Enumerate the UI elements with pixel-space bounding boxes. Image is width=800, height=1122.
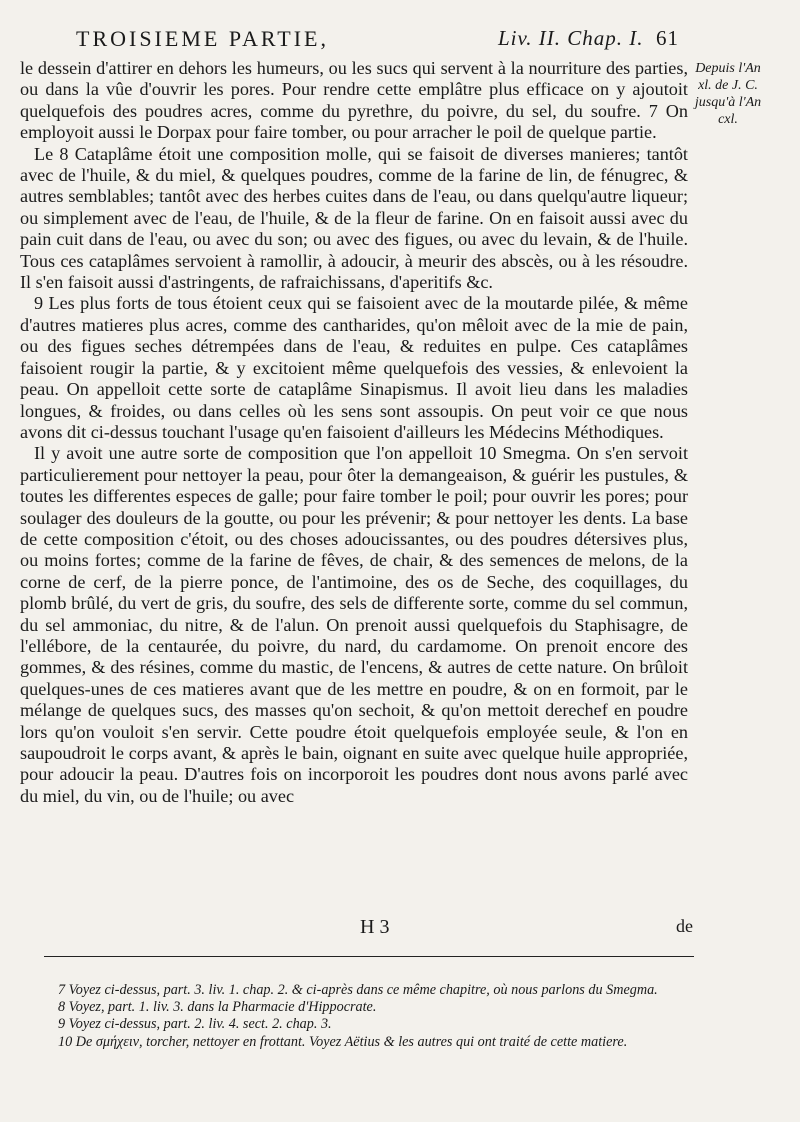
footnote-10: 10 De σμήχειν, torcher, nettoyer en frottant. Voyez Aëtius & les autres qui ont traité de cette matiere. [58, 1033, 628, 1050]
paragraph-1: le dessein d'attirer en dehors les humeurs, ou les sucs qui servent à la nourriture des parties, ou dans la vûe d'ouvrir les pores. Pour rendre cette emplâtre plus efficace on y ajoutoit quelquefois des poudres acres, comme du pyrethre, du poivre, du sel, du soufre. 7 On employoit aussi le Dorpax pour faire tomber, ou pour arracher le poil de quelque partie. [20, 58, 688, 143]
running-head-title: TROISIEME PARTIE, [76, 26, 329, 51]
running-head [36, 26, 696, 56]
footnote-7: 7 Voyez ci-dessus, part. 3. liv. 1. chap. 2. & ci-après dans ce même chapitre, où nous parlons du Smegma. [58, 982, 658, 998]
margin-note: Depuis l'An xl. de J. C. jusqu'à l'An cxl. [694, 61, 762, 127]
paragraph-3: 9 Les plus forts de tous étoient ceux qui se faisoient avec de la moutarde pilée, & même d'autres matieres plus acres, comme des cantharides, qu'on mêloit avec de la mie de pain, ou des figues seches détrempées dans de l'eau, & reduites en pulpe. Ces cataplâmes faisoient rougir la partie, & y excitoient même quelquefois des vessies, & enlevoient la peau. On appelloit cette sorte de cataplâme Sinapismus. Il avoit lieu dans les maladies longues, & froides, ou dans celles où les sens sont assoupis. On peut voir ce que nous avons dit ci-dessus touchant l'usage qu'en faisoient d'ailleurs les Médecins Méthodiques. [20, 293, 688, 442]
footnote-9: 9 Voyez ci-dessus, part. 2. liv. 4. sect. 2. chap. 3. [58, 1016, 332, 1033]
running-head-book-chapter: Liv. II. Chap. I. [498, 26, 644, 50]
footnote-rule [44, 956, 694, 957]
main-text [20, 58, 688, 807]
footnotes [44, 982, 696, 1051]
footnote-8: 8 Voyez, part. 1. liv. 3. dans la Pharmacie d'Hippocrate. [58, 999, 377, 1016]
paragraph-2: Le 8 Cataplâme étoit une composition molle, qui se faisoit de diverses manieres; tantôt avec de l'huile, & du miel, & quelques poudres, comme de la farine de lin, de fénugrec, & autres semblables; tantôt avec des herbes cuites dans de l'eau, ou dans quelqu'autre liqueur; ou simplement avec de l'eau, de l'huile, & de la fleur de farine. On en faisoit aussi avec du pain cuit dans de l'eau, ou avec du son; ou avec des figues, ou avec du levain, & de l'huile. Tous ces cataplâmes servoient à ramollir, à adoucir, à meurir des abscès, ou à les résoudre. Il s'en faisoit aussi d'astringents, de rafraichissans, d'aperitifs &c. [20, 143, 688, 293]
catchword: de [676, 916, 693, 936]
page-number: 61 [656, 26, 679, 50]
signature-mark: H 3 [360, 916, 390, 938]
paragraph-4: Il y avoit une autre sorte de composition que l'on appelloit 10 Smegma. On s'en servoit particulierement pour nettoyer la peau, pour ôter la demangeaison, & guérir les pustules, & toutes les differentes especes de galle; pour faire tomber le poil; pour ouvrir les pores; pour soulager des douleurs de la goutte, ou pour les prévenir; & pour nettoyer les dents. La base de cette composition c'étoit, ou des choses adoucissantes, ou des poudres détersives plus, ou moins fortes; comme de la farine de fêves, de chair, & des semences de melons, de la corne de cerf, de la pierre ponce, de l'antimoine, des os de Seche, des coquillages, du plomb brûlé, du vert de gris, du soufre, des sels de differente sorte, comme du sel commun, du sel ammoniac, du nitre, & de l'alun. On prenoit aussi quelquefois du Staphisagre, de l'ellébore, de la centaurée, du poivre, du nard, du cardamome. On prenoit encore des gommes, & des résines, comme du mastic, de l'encens, & autres de cette nature. On brûloit quelques-unes de ces matieres avant que de les mettre en poudre, & on en formoit, par le mélange de quelques sucs, des masses qu'on sechoit, & qu'on mettoit derechef en poudre lors qu'on vouloit s'en servir. Cette poudre étoit quelquefois employée seule, & l'on en saupoudroit le corps avant, & après le bain, oignant en suite avec quelque huile appropriée, pour adoucir la peau. D'autres fois on incorporoit les poudres dont nous avons parlé avec du miel, du vin, ou de l'huile; ou avec [20, 443, 688, 806]
